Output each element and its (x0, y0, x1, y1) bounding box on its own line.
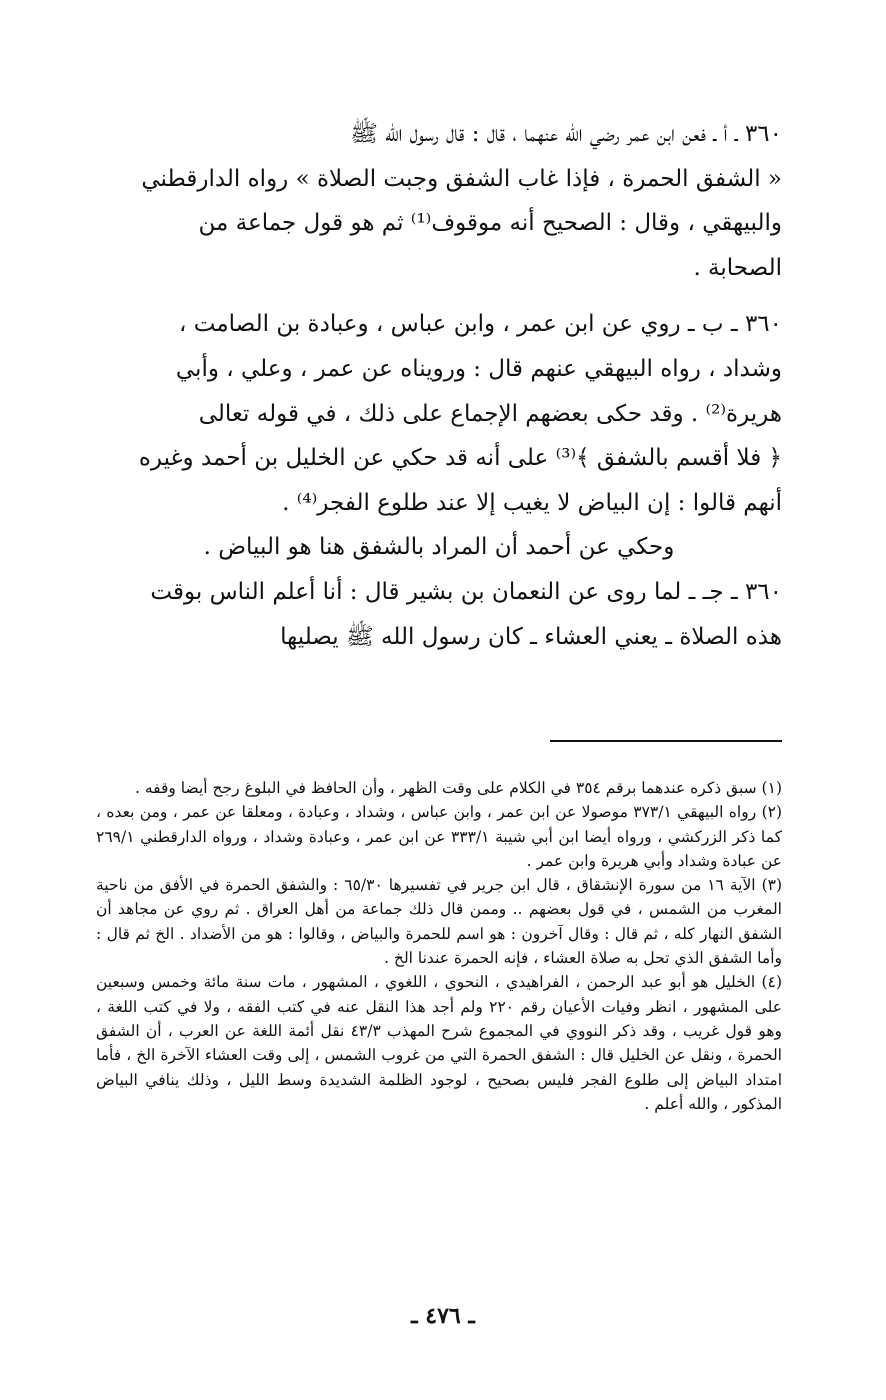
text-line: ﴿ فلا أقسم بالشفق ﴾⁽³⁾ على أنه قد حكي عن الخليل بن أحمد وغيره (138, 445, 782, 472)
main-text (96, 112, 782, 659)
footnote-1: (١) سبق ذكره عندهما برقم ٣٥٤ في الكلام على وقت الظهر ، وأن الحافظ في البلوغ رجح أيضا وقفه . (134, 779, 782, 797)
footnote-3: (٣) الآية ١٦ من سورة الإنشقاق ، قال ابن جرير في تفسيرها ٦٥/٣٠ : والشفق الحمرة في الأفق من ناحية المغرب من الشمس ، في قول بعضهم .. وممن قال ذلك جماعة من أهل العراق . ثم روي عن مجاهد أن الشفق النهار كله ، ثم قال : وقال آخرون : هو اسم للحمرة والبياض ، وقالوا : هو من الأضداد . الخ ثم قال : وأما الشفق الذي تحل به صلاة العشاء ، فإنه الحمرة عندنا الخ . (96, 876, 783, 968)
paragraph-360-a (96, 112, 782, 290)
paragraph-360-c (96, 570, 782, 659)
text-line: والبيهقي ، وقال : الصحيح أنه موقوف⁽¹⁾ ثم هو قول جماعة من (198, 210, 782, 237)
text-line: ٣٦٠ ـ أ ـ فعن ابن عمر رضي الله عنهما ، قال : قال رسول الله ﷺ (350, 121, 782, 147)
text-line: هذه الصلاة ـ يعني العشاء ـ كان رسول الله ﷺ يصليها (280, 623, 782, 650)
footnote-2: (٢) رواه البيهقي ٣٧٣/١ موصولا عن ابن عمر ، وابن عباس ، وشداد ، وعبادة ، ومعلقا عن عمر ، ومن بعده ، كما ذكر الزركشي ، ورواه أيضا ابن أبي شيبة ٣٣٣/١ عن ابن عمر ، وعبادة وشداد ، ورواه الدارقطني ٢٦٩/١ عن عبادة وشداد وأبي هريرة وابن عمر . (96, 803, 783, 870)
text-line: وحكي عن أحمد أن المراد بالشفق هنا هو البياض . (203, 534, 675, 561)
text-line: وشداد ، رواه البيهقي عنهم قال : ورويناه عن عمر ، وعلي ، وأبي (175, 355, 782, 382)
text-line: ٣٦٠ ـ جـ ـ لما روى عن النعمان بن بشير قال : أنا أعلم الناس بوقت (150, 578, 782, 605)
paragraph-360-b (96, 302, 782, 525)
paragraph-ahmad-opinion (96, 525, 782, 570)
text-line: أنهم قالوا : إن البياض لا يغيب إلا عند طلوع الفجر⁽⁴⁾ . (282, 489, 782, 516)
footnote-divider (550, 740, 782, 742)
text-line: الصحابة . (693, 254, 782, 281)
text-line: « الشفق الحمرة ، فإذا غاب الشفق وجبت الصلاة » رواه الدارقطني (141, 165, 782, 192)
footnotes (96, 776, 782, 1116)
footnote-4: (٤) الخليل هو أبو عبد الرحمن ، الفراهيدي ، النحوي ، اللغوي ، المشهور ، مات سنة مائة وخمس وسبعين على المشهور ، انظر وفيات الأعيان رقم ٢٢٠ ولم أجد هذا النقل عنه في كتب الفقه ، ولا في كتب اللغة ، وهو قول غريب ، وقد ذكر النووي في المجموع شرح المهذب ٤٣/٣ نقل أئمة اللغة عن العرب ، أن الشفق الحمرة ، ونقل عن الخليل قال : الشفق الحمرة التي من غروب الشمس ، إلى وقت العشاء الآخرة الخ ، فأما امتداد البياض إلى طلوع الفجر فليس بصحيح ، لوجود الظلمة الشديدة وسط الليل ، وذلك ينافي البياض المذكور ، والله أعلم . (96, 973, 782, 1113)
text-line: هريرة⁽²⁾ . وقد حكى بعضهم الإجماع على ذلك ، في قوله تعالى (198, 400, 782, 427)
text-line: ٣٦٠ ـ ب ـ روي عن ابن عمر ، وابن عباس ، وعبادة بن الصامت ، (179, 311, 782, 338)
page-number: ـ ٤٧٦ ـ (411, 1303, 475, 1329)
